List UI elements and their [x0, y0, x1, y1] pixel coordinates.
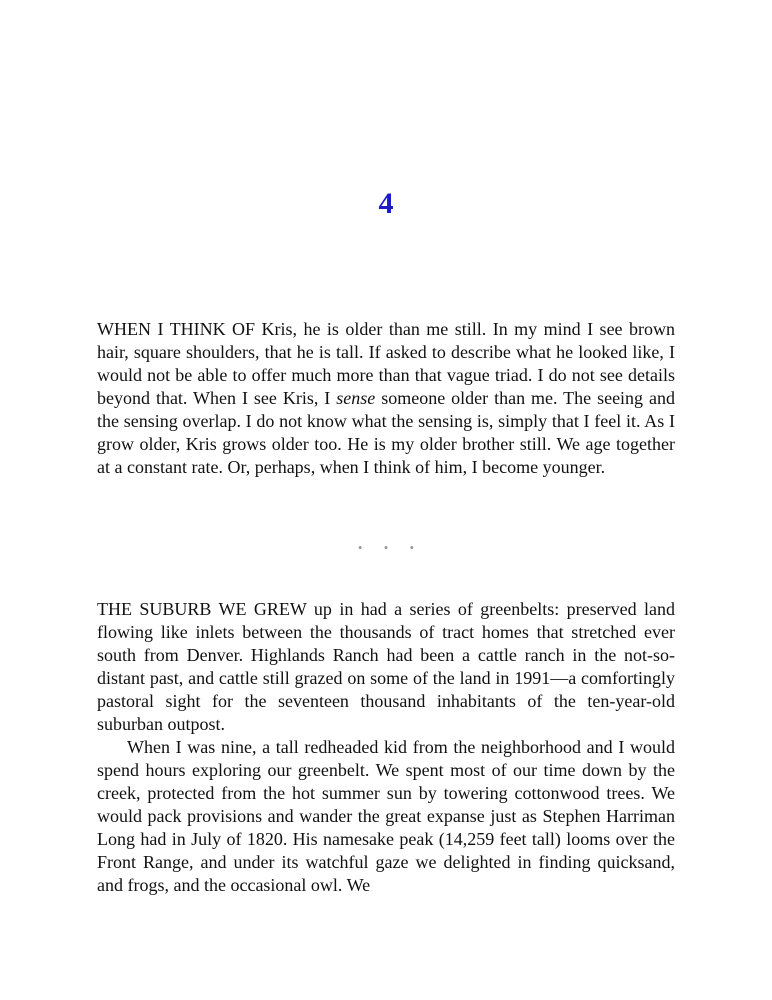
emphasized-word: sense — [336, 388, 376, 408]
section-break-ornament: • • • — [357, 540, 424, 555]
paragraph-lead: WHEN I THINK OF — [97, 319, 256, 339]
chapter-number: 4 — [378, 187, 394, 220]
paragraph — [97, 318, 675, 479]
paragraph: When I was nine, a tall redheaded kid from the neighborhood and I would spend hours exploring our greenbelt. We spent most of our time down by the creek, protected from the hot summer sun by towering cottonwood trees. We would pack provisions and wander the great expanse just as Stephen Harriman Long had in July of 1820. His namesake peak (14,259 feet tall) looms over the Front Range, and under its watchful gaze we delighted in finding quicksand, and frogs, and the occasional owl. We — [97, 737, 675, 895]
section-one — [97, 318, 675, 479]
paragraph-text: Kris, he is older than me still. In my mind I see brown hair, square shoulders, that he is tall. If asked to describe what he looked like, I would not be able to offer much more than that vague triad. I do not see details beyond that. When I see Kris, I — [97, 319, 675, 408]
section-two — [97, 598, 675, 897]
paragraph-text: up in had a series of greenbelts: preserved land flowing like inlets between the thousands of tract homes that stretched ever south from Denver. Highlands Ranch had been a cattle ranch in the not-so-distant past, and cattle still grazed on some of the land in 1991—a comfortingly pastoral sight for the seventeen thousand inhabitants of the ten-year-old suburban outpost. — [97, 599, 675, 734]
paragraph-lead: THE SUBURB WE GREW — [97, 599, 307, 619]
paragraph — [97, 598, 675, 736]
paragraph-text: someone older than me. The seeing and the sensing overlap. I do not know what the sensing is, simply that I feel it. As I grow older, Kris grows older too. He is my older brother still. We age together at a constant rate. Or, perhaps, when I think of him, I become younger. — [97, 388, 675, 477]
